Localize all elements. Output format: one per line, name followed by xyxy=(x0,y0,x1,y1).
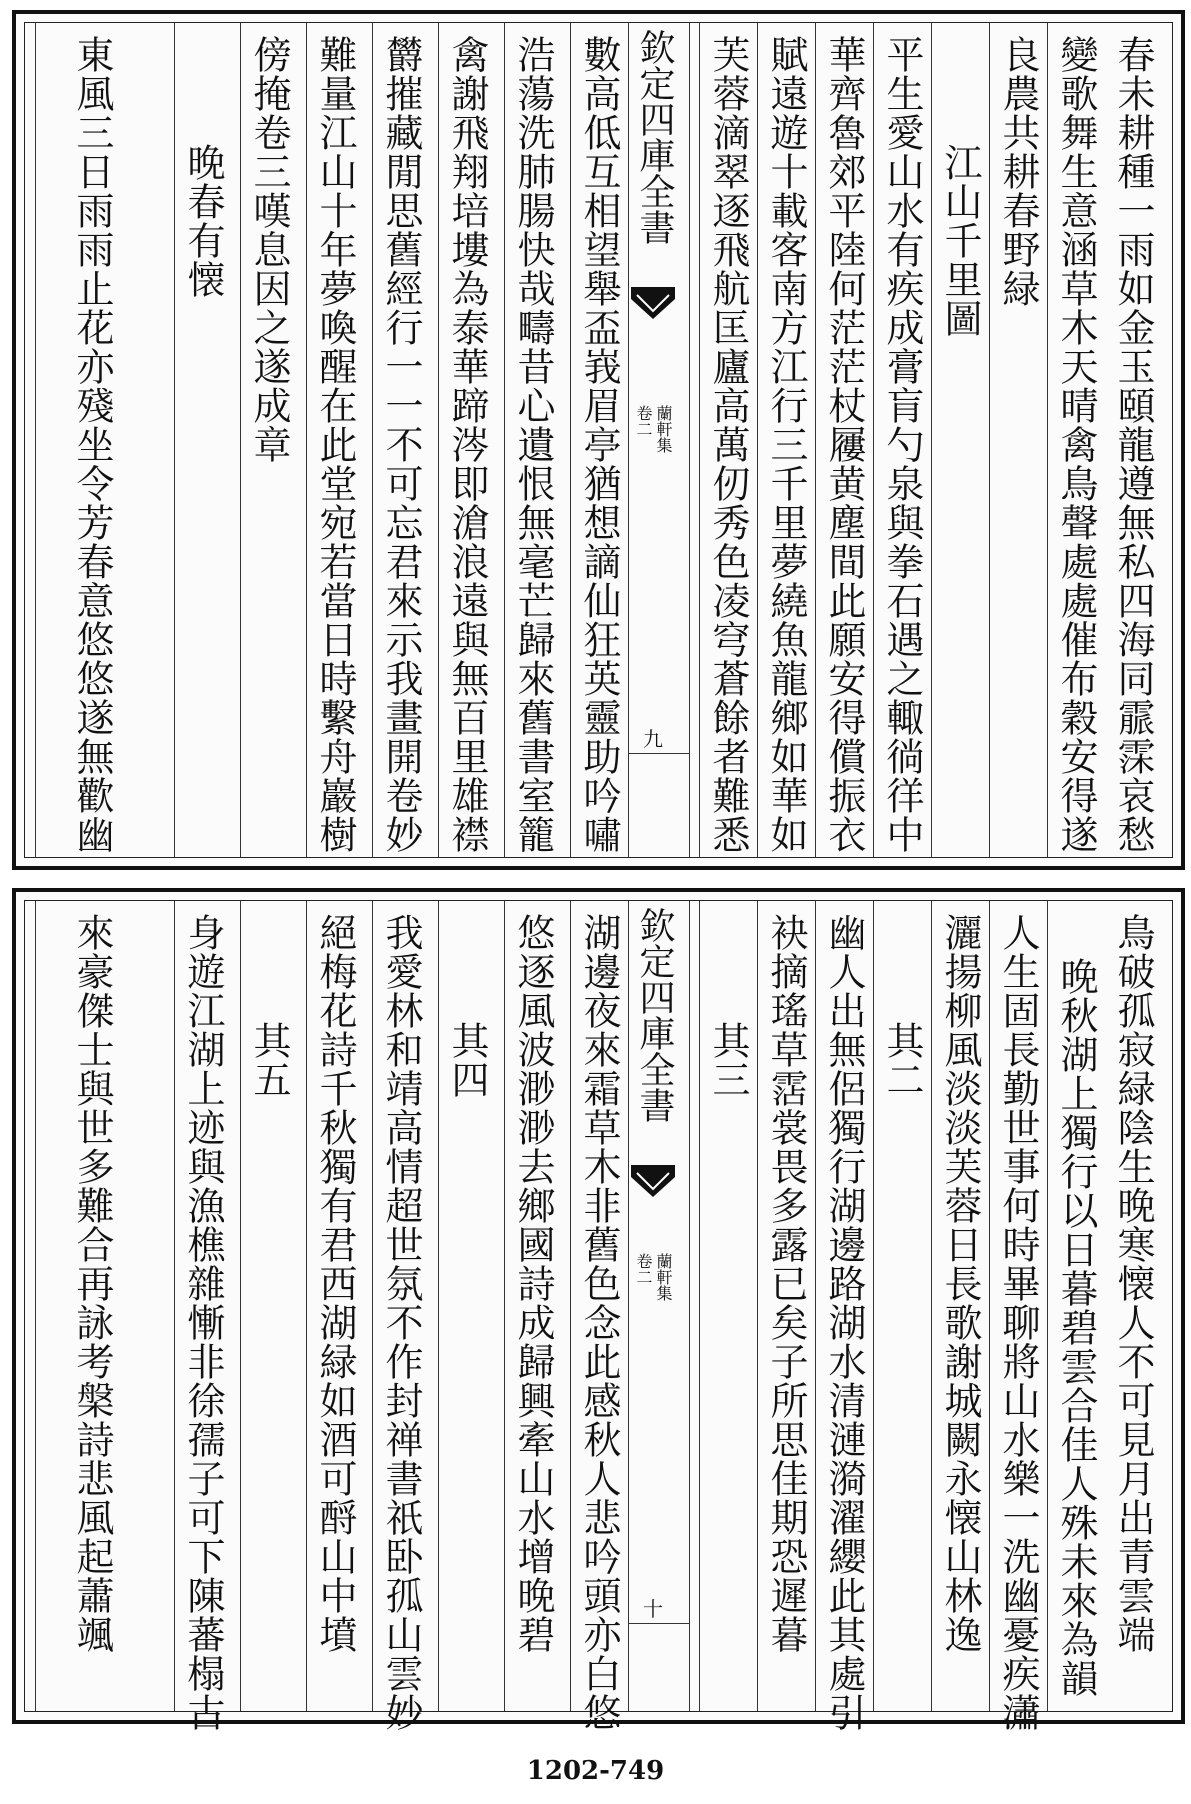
text-column xyxy=(570,901,627,1732)
column-text: 傍掩卷三嘆息因之遂成章 xyxy=(247,35,291,464)
text-column xyxy=(873,23,930,857)
column-text: 人生固長勤世事何時畢聊將山水樂一洗幽憂疾瀟 xyxy=(996,913,1040,1732)
text-column xyxy=(989,23,1046,857)
column-text: 湖邊夜來霜草木非舊色念此感秋人悲吟頭亦白悠 xyxy=(577,913,621,1732)
volume-label: 卷二 xyxy=(634,405,653,437)
column-text: 華齊魯郊平陸何茫茫杖屨黄塵間此願安得償振衣 xyxy=(822,35,866,854)
collection-title: 蘭軒集 xyxy=(654,405,673,453)
poem-title: 晚春有懐 xyxy=(181,143,225,299)
book-title: 欽定四庫全書 xyxy=(634,29,675,245)
column-text: 來豪傑士與世多難合再詠考槃詩悲風起蕭颯 xyxy=(70,913,114,1654)
text-column xyxy=(931,901,988,1711)
volume-label: 卷二 xyxy=(634,1253,653,1285)
page-number: 十 xyxy=(643,1597,663,1621)
column-text: 悠逐風波渺渺去鄉國詩成歸興牽山水增晚碧 xyxy=(511,913,555,1654)
footer-page-reference: 1202-749 xyxy=(526,1756,665,1786)
poem-title: 江山千里圖 xyxy=(938,143,982,338)
poem-title: 其四 xyxy=(445,1021,489,1099)
divider xyxy=(629,753,689,754)
bottom-page xyxy=(12,888,1185,1732)
text-column xyxy=(570,23,627,857)
divider xyxy=(629,1623,689,1624)
column-text: 我愛林和靖高情超世氛不作封禅書祇卧孤山雲妙 xyxy=(379,913,423,1732)
column-text: 良農共耕春野緑 xyxy=(996,35,1040,308)
column-text: 春未耕種一雨如金玉頤龍遵無私四海同霢霂哀愁 xyxy=(1111,35,1155,854)
text-column xyxy=(174,23,231,857)
column-text: 鳥破孤寂緑陰生晚寒懐人不可見月出青雲端 xyxy=(1111,913,1155,1654)
center-fold xyxy=(628,23,690,857)
column-text: 數高低互相望舉盃峩眉亭猶想謫仙狂英靈助吟嘯 xyxy=(577,35,621,854)
column-text: 灑揚柳風淡淡芙蓉日長歌謝城闕永懐山林逸 xyxy=(938,913,982,1654)
text-column xyxy=(815,23,872,857)
text-column xyxy=(699,23,756,857)
text-column xyxy=(1047,23,1104,857)
fishtail-mark-icon xyxy=(631,1163,675,1203)
text-column xyxy=(372,901,429,1732)
text-column xyxy=(699,901,756,1711)
text-column xyxy=(240,23,297,857)
column-text: 平生愛山水有疾成膏肓勺泉與拳石遇之輙徜徉中 xyxy=(880,35,924,854)
text-column xyxy=(35,23,175,857)
text-column xyxy=(873,901,930,1711)
text-column xyxy=(931,23,988,857)
text-column xyxy=(504,901,561,1711)
center-fold xyxy=(628,901,690,1711)
column-text: 浩蕩洗肺腸快哉疇昔心遺恨無毫芒歸來舊書室籠 xyxy=(511,35,555,854)
column-text: 東風三日雨雨止花亦殘坐令芳春意悠悠遂無歡幽 xyxy=(70,35,114,854)
column-text: 禽謝飛翔培塿為泰華蹄涔即滄浪遠與無百里雄襟 xyxy=(445,35,489,854)
text-column xyxy=(306,901,363,1711)
bottom-page-frame xyxy=(24,900,1173,1732)
column-text: 難量江山十年夢喚醒在此堂宛若當日時繫舟巖樹 xyxy=(313,35,357,854)
text-column xyxy=(504,23,561,857)
text-column xyxy=(306,23,363,857)
column-text: 欝摧藏閒思舊經行一一不可忘君來示我畫開卷妙 xyxy=(379,35,423,854)
column-text: 變歌舞生意涵草木天晴禽鳥聲處處催布穀安得遂 xyxy=(1054,35,1098,854)
top-page-frame xyxy=(24,22,1173,858)
text-column xyxy=(815,901,872,1732)
text-column xyxy=(35,901,175,1711)
column-text: 幽人出無侶獨行湖邊路湖水清漣漪濯纓此其處引 xyxy=(822,913,866,1732)
poem-title: 其二 xyxy=(880,1021,924,1099)
text-column xyxy=(1047,901,1104,1711)
column-text: 身遊江湖上迹與漁樵雜慚非徐孺子可下陳蕃榻古 xyxy=(181,913,225,1732)
text-column xyxy=(372,23,429,857)
text-column xyxy=(1105,901,1161,1711)
column-text: 絕梅花詩千秋獨有君西湖緑如酒可酹山中墳 xyxy=(313,913,357,1654)
poem-title: 晚秋湖上獨行以日暮碧雲合佳人殊未來為韻 xyxy=(1054,957,1098,1698)
text-column xyxy=(438,901,495,1711)
text-column xyxy=(240,901,297,1711)
text-column xyxy=(757,23,814,857)
top-page xyxy=(12,10,1185,870)
column-text: 芙蓉滴翠逐飛航匡廬高萬仞秀色凌穹蒼餘者難悉 xyxy=(706,35,750,854)
poem-title: 其三 xyxy=(706,1021,750,1099)
text-column xyxy=(438,23,495,857)
column-text: 袂摘瑤草霑裳畏多露已矣子所思佳期恐遲暮 xyxy=(764,913,808,1654)
text-column xyxy=(1105,23,1161,857)
text-column xyxy=(174,901,231,1732)
text-column xyxy=(989,901,1046,1732)
page-number: 九 xyxy=(643,727,663,751)
column-text: 賦遠遊十載客南方江行三千里夢繞魚龍鄉如華如 xyxy=(764,35,808,854)
fishtail-mark-icon xyxy=(631,285,675,325)
poem-title: 其五 xyxy=(247,1021,291,1099)
text-column xyxy=(757,901,814,1711)
collection-title: 蘭軒集 xyxy=(654,1253,673,1301)
book-title: 欽定四庫全書 xyxy=(634,907,675,1123)
